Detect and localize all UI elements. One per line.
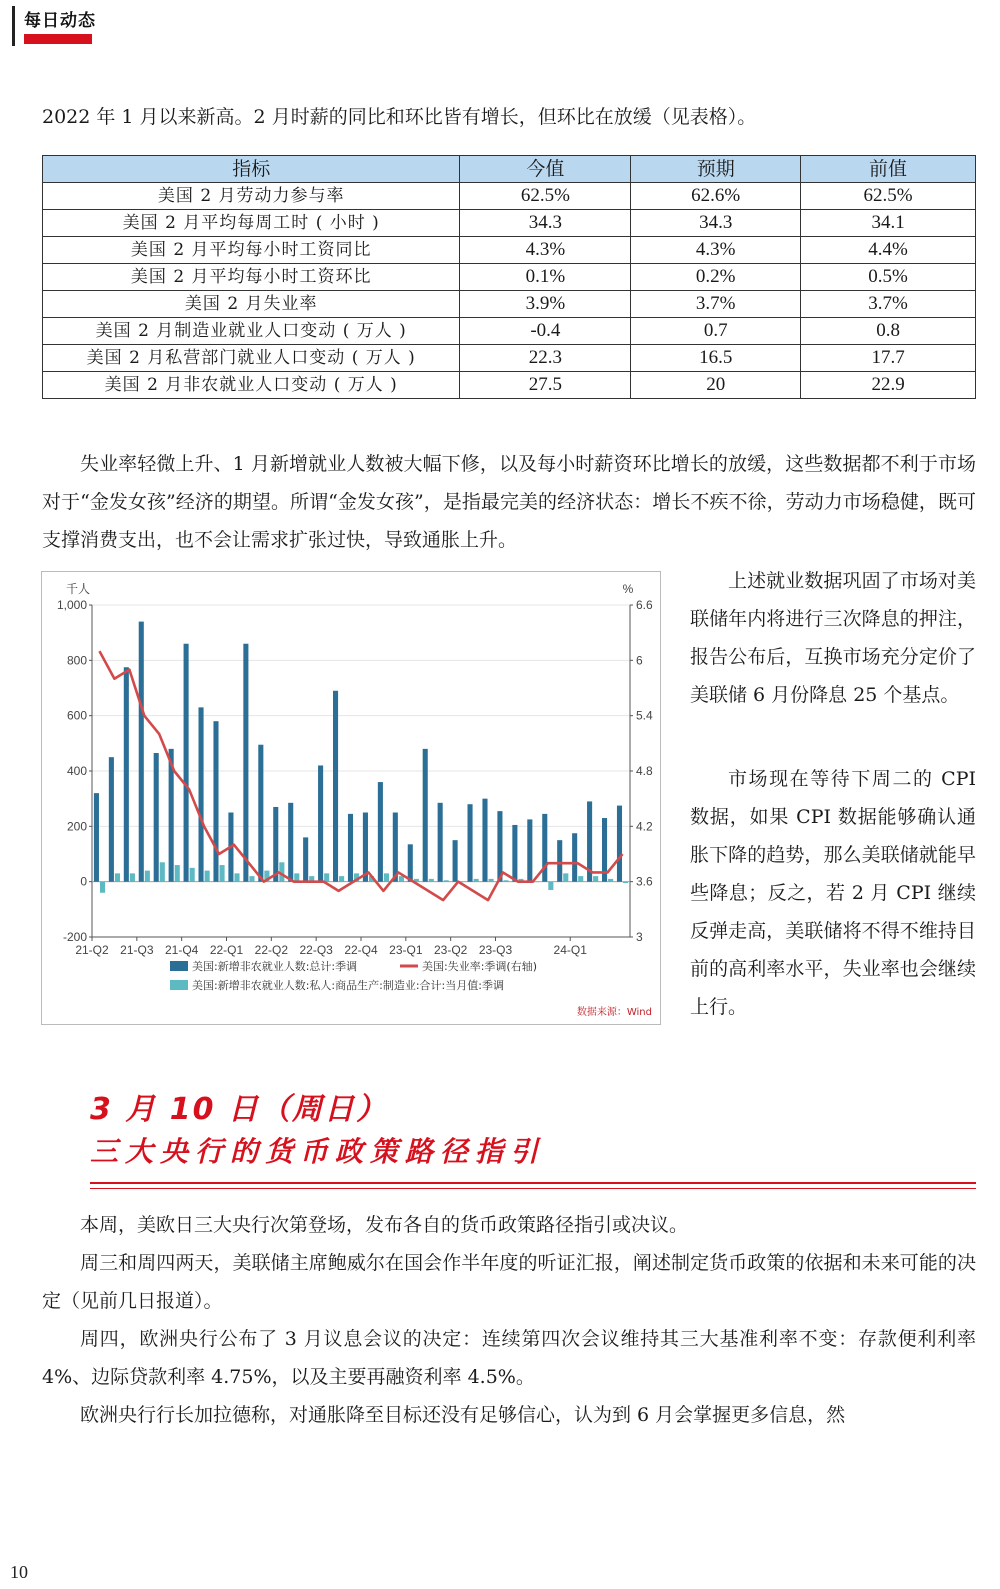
bar-nonfarm-total <box>318 765 323 881</box>
x-tick-label: 22-Q2 <box>254 943 289 957</box>
bar-nonfarm-total <box>617 806 622 882</box>
bar-nonfarm-total <box>213 721 218 881</box>
value-cell: 27.5 <box>460 372 631 399</box>
value-cell: 0.2% <box>631 264 801 291</box>
table-header-cell: 指标 <box>43 156 460 183</box>
y-right-unit: % <box>622 582 634 596</box>
paragraph-goldilocks: 失业率轻微上升、1 月新增就业人数被大幅下修，以及每小时薪资环比增长的放缓，这些数据都不利于市场对于“金发女孩”经济的期望。所谓“金发女孩”，是指最完美的经济状态：增长不疾不徐，劳动力市场稳健，既可支撑消费支出，也不会让需求扩张过快，导致通胀上升。 <box>42 453 976 551</box>
bar-manufacturing <box>593 876 598 882</box>
legend-swatch <box>170 961 188 971</box>
bar-nonfarm-total <box>542 814 547 882</box>
table-row <box>43 210 976 237</box>
y-left-tick-label: 400 <box>66 764 87 778</box>
bar-nonfarm-total <box>139 622 144 882</box>
indicator-name-cell: 美国 2 月私营部门就业人口变动 ( 万人 ) <box>43 345 460 372</box>
value-cell: 0.5% <box>801 264 976 291</box>
legend-label: 美国:失业率:季调(右轴) <box>422 960 537 973</box>
bar-manufacturing <box>145 871 150 882</box>
value-cell: 0.8 <box>801 318 976 345</box>
table-header-cell: 前值 <box>801 156 976 183</box>
y-right-tick-label: 4.8 <box>636 764 653 778</box>
chart-canvas <box>42 572 660 1024</box>
bar-manufacturing <box>324 873 329 881</box>
x-tick-label: 21-Q3 <box>120 943 154 957</box>
indicator-name-cell: 美国 2 月平均每小时工资同比 <box>43 237 460 264</box>
y-right-tick-label: 6.6 <box>636 598 653 612</box>
table-row <box>43 345 976 372</box>
bar-nonfarm-total <box>363 813 368 882</box>
side-paragraph-rate-cut: 上述就业数据巩固了市场对美联储年内将进行三次降息的押注，报告公布后，互换市场充分定价了美联储 6 月份降息 25 个基点。 <box>690 570 976 706</box>
bar-nonfarm-total <box>303 837 308 881</box>
y-right-tick-label: 3.6 <box>636 874 653 889</box>
bar-nonfarm-total <box>154 753 159 882</box>
bar-manufacturing <box>399 876 404 882</box>
bar-manufacturing <box>474 879 479 882</box>
bar-nonfarm-total <box>184 644 189 882</box>
bar-manufacturing <box>623 882 628 883</box>
bar-manufacturing <box>503 880 508 881</box>
y-right-tick-label: 5.4 <box>636 708 653 723</box>
header-bar <box>12 6 15 46</box>
bar-nonfarm-total <box>288 803 293 882</box>
bar-nonfarm-total <box>273 807 278 882</box>
bar-manufacturing <box>249 876 254 882</box>
bar-nonfarm-total <box>497 811 502 882</box>
table-header-row <box>43 156 976 183</box>
paragraph-central-banks: 本周，美欧日三大央行次第登场，发布各自的货币政策路径指引或决议。 <box>80 1214 689 1236</box>
bar-nonfarm-total <box>527 819 532 881</box>
page-number: 10 <box>10 1562 28 1582</box>
value-cell: 4.3% <box>631 237 801 264</box>
value-cell: 22.9 <box>801 372 976 399</box>
value-cell: 16.5 <box>631 345 801 372</box>
table-row <box>43 183 976 210</box>
bar-nonfarm-total <box>94 793 99 882</box>
x-tick-label: 23-Q2 <box>433 943 468 957</box>
x-tick-label: 21-Q2 <box>75 943 109 957</box>
intro-paragraph: 2022 年 1 月以来新高。2 月时薪的同比和环比皆有增长，但环比在放缓（见表格）。 <box>42 106 757 128</box>
section-header-title: 每日动态 <box>24 11 96 31</box>
indicator-name-cell: 美国 2 月失业率 <box>43 291 460 318</box>
bar-nonfarm-total <box>557 840 562 882</box>
y-left-tick-label: 0 <box>80 874 87 889</box>
bar-manufacturing <box>563 873 568 881</box>
value-cell: 34.3 <box>460 210 631 237</box>
bar-nonfarm-total <box>243 644 248 882</box>
bar-manufacturing <box>444 880 449 881</box>
table-row <box>43 318 976 345</box>
legend-label: 美国:新增非农就业人数:私人:商品生产:制造业:合计:当月值:季调 <box>192 979 504 992</box>
paragraph-ecb-decision: 周四，欧洲央行公布了 3 月议息会议的决定：连续第四次会议维持其三大基准利率不变：存款便利利率 4%、边际贷款利率 4.75%，以及主要再融资利率 4.5%。 <box>42 1328 976 1388</box>
section-title-heading: 三大央行的货币政策路径指引 <box>90 1135 546 1168</box>
indicator-name-cell: 美国 2 月劳动力参与率 <box>43 183 460 210</box>
bar-manufacturing <box>339 876 344 882</box>
side-paragraph-cpi: 市场现在等待下周二的 CPI 数据，如果 CPI 数据能够确认通胀下降的趋势，那么美联储就能早些降息；反之，若 2 月 CPI 继续反弹走高，美联储将不得不维持目前的高利率水平，失业率也会继续上行。 <box>690 768 976 1018</box>
indicator-name-cell: 美国 2 月平均每小时工资环比 <box>43 264 460 291</box>
bar-nonfarm-total <box>124 667 129 881</box>
bar-nonfarm-total <box>572 833 577 881</box>
bar-nonfarm-total <box>453 840 458 882</box>
y-right-tick-label: 6 <box>636 653 643 668</box>
bar-manufacturing <box>220 865 225 882</box>
legend-label: 美国:新增非农就业人数:总计:季调 <box>192 960 358 973</box>
y-left-tick-label: 200 <box>66 819 87 834</box>
y-left-unit: 千人 <box>65 582 91 596</box>
bar-manufacturing <box>115 873 120 881</box>
section-rule <box>90 1182 976 1184</box>
paragraph-powell-testimony: 周三和周四两天，美联储主席鲍威尔在国会作半年度的听证汇报，阐述制定货币政策的依据和未来可能的决定（见前几日报道）。 <box>42 1252 976 1312</box>
bar-nonfarm-total <box>482 799 487 882</box>
y-left-tick-label: 600 <box>66 708 87 723</box>
x-tick-label: 22-Q1 <box>209 943 244 957</box>
bar-manufacturing <box>578 876 583 882</box>
value-cell: 0.7 <box>631 318 801 345</box>
legend-swatch <box>170 980 188 990</box>
value-cell: 0.1% <box>460 264 631 291</box>
bar-nonfarm-total <box>512 825 517 882</box>
y-right-tick-label: 3 <box>636 930 643 944</box>
bar-manufacturing <box>608 879 613 882</box>
value-cell: 34.3 <box>631 210 801 237</box>
bar-manufacturing <box>100 882 105 893</box>
section-date-heading: 3 月 10 日（周日） <box>90 1092 388 1127</box>
value-cell: 4.3% <box>460 237 631 264</box>
bar-manufacturing <box>205 871 210 882</box>
payrolls-unemployment-chart <box>41 571 661 1025</box>
y-right-tick-label: 4.2 <box>636 819 653 834</box>
header-red-underline <box>24 34 92 44</box>
bar-nonfarm-total <box>393 813 398 882</box>
y-left-tick-label: 1,000 <box>56 598 87 612</box>
x-tick-label: 24-Q1 <box>553 943 587 957</box>
y-left-tick-label: -200 <box>62 930 87 944</box>
bar-manufacturing <box>384 873 389 881</box>
bar-nonfarm-total <box>378 782 383 882</box>
bar-nonfarm-total <box>408 844 413 881</box>
indicator-name-cell: 美国 2 月平均每周工时 ( 小时 ) <box>43 210 460 237</box>
bar-manufacturing <box>175 865 180 882</box>
x-tick-label: 23-Q1 <box>389 943 423 957</box>
bar-nonfarm-total <box>438 803 443 882</box>
bar-nonfarm-total <box>258 745 263 882</box>
chart-source: 数据来源：Wind <box>576 1007 652 1018</box>
value-cell: 22.3 <box>460 345 631 372</box>
indicator-name-cell: 美国 2 月制造业就业人口变动 ( 万人 ) <box>43 318 460 345</box>
indicator-table <box>42 155 976 399</box>
table-row <box>43 372 976 399</box>
table-row <box>43 237 976 264</box>
bar-nonfarm-total <box>199 707 204 881</box>
table-header-cell: 预期 <box>631 156 801 183</box>
paragraph-lagarde: 欧洲央行行长加拉德称，对通胀降至目标还没有足够信心，认为到 6 月会掌握更多信息，然 <box>80 1404 846 1426</box>
bar-manufacturing <box>234 873 239 881</box>
bar-nonfarm-total <box>109 757 114 882</box>
x-tick-label: 21-Q4 <box>164 943 199 957</box>
bar-manufacturing <box>489 879 494 882</box>
indicator-name-cell: 美国 2 月非农就业人口变动 ( 万人 ) <box>43 372 460 399</box>
value-cell: 62.5% <box>460 183 631 210</box>
value-cell: 3.9% <box>460 291 631 318</box>
y-left-tick-label: 800 <box>66 653 87 668</box>
value-cell: 3.7% <box>801 291 976 318</box>
section-rule-thin <box>90 1188 976 1189</box>
x-tick-label: 23-Q3 <box>478 943 513 957</box>
x-tick-label: 22-Q3 <box>299 943 333 957</box>
table-header-cell: 今值 <box>460 156 631 183</box>
value-cell: 62.5% <box>801 183 976 210</box>
x-tick-label: 22-Q4 <box>344 943 378 957</box>
table-row <box>43 264 976 291</box>
value-cell: 62.6% <box>631 183 801 210</box>
bar-manufacturing <box>190 868 195 882</box>
value-cell: -0.4 <box>460 318 631 345</box>
bar-nonfarm-total <box>333 691 338 882</box>
bar-manufacturing <box>548 882 553 890</box>
bar-manufacturing <box>130 873 135 881</box>
bar-nonfarm-total <box>423 749 428 882</box>
value-cell: 20 <box>631 372 801 399</box>
value-cell: 17.7 <box>801 345 976 372</box>
bar-nonfarm-total <box>348 814 353 882</box>
table-row <box>43 291 976 318</box>
bar-manufacturing <box>160 862 165 881</box>
bar-nonfarm-total <box>468 804 473 881</box>
value-cell: 3.7% <box>631 291 801 318</box>
value-cell: 4.4% <box>801 237 976 264</box>
value-cell: 34.1 <box>801 210 976 237</box>
bar-manufacturing <box>429 879 434 882</box>
